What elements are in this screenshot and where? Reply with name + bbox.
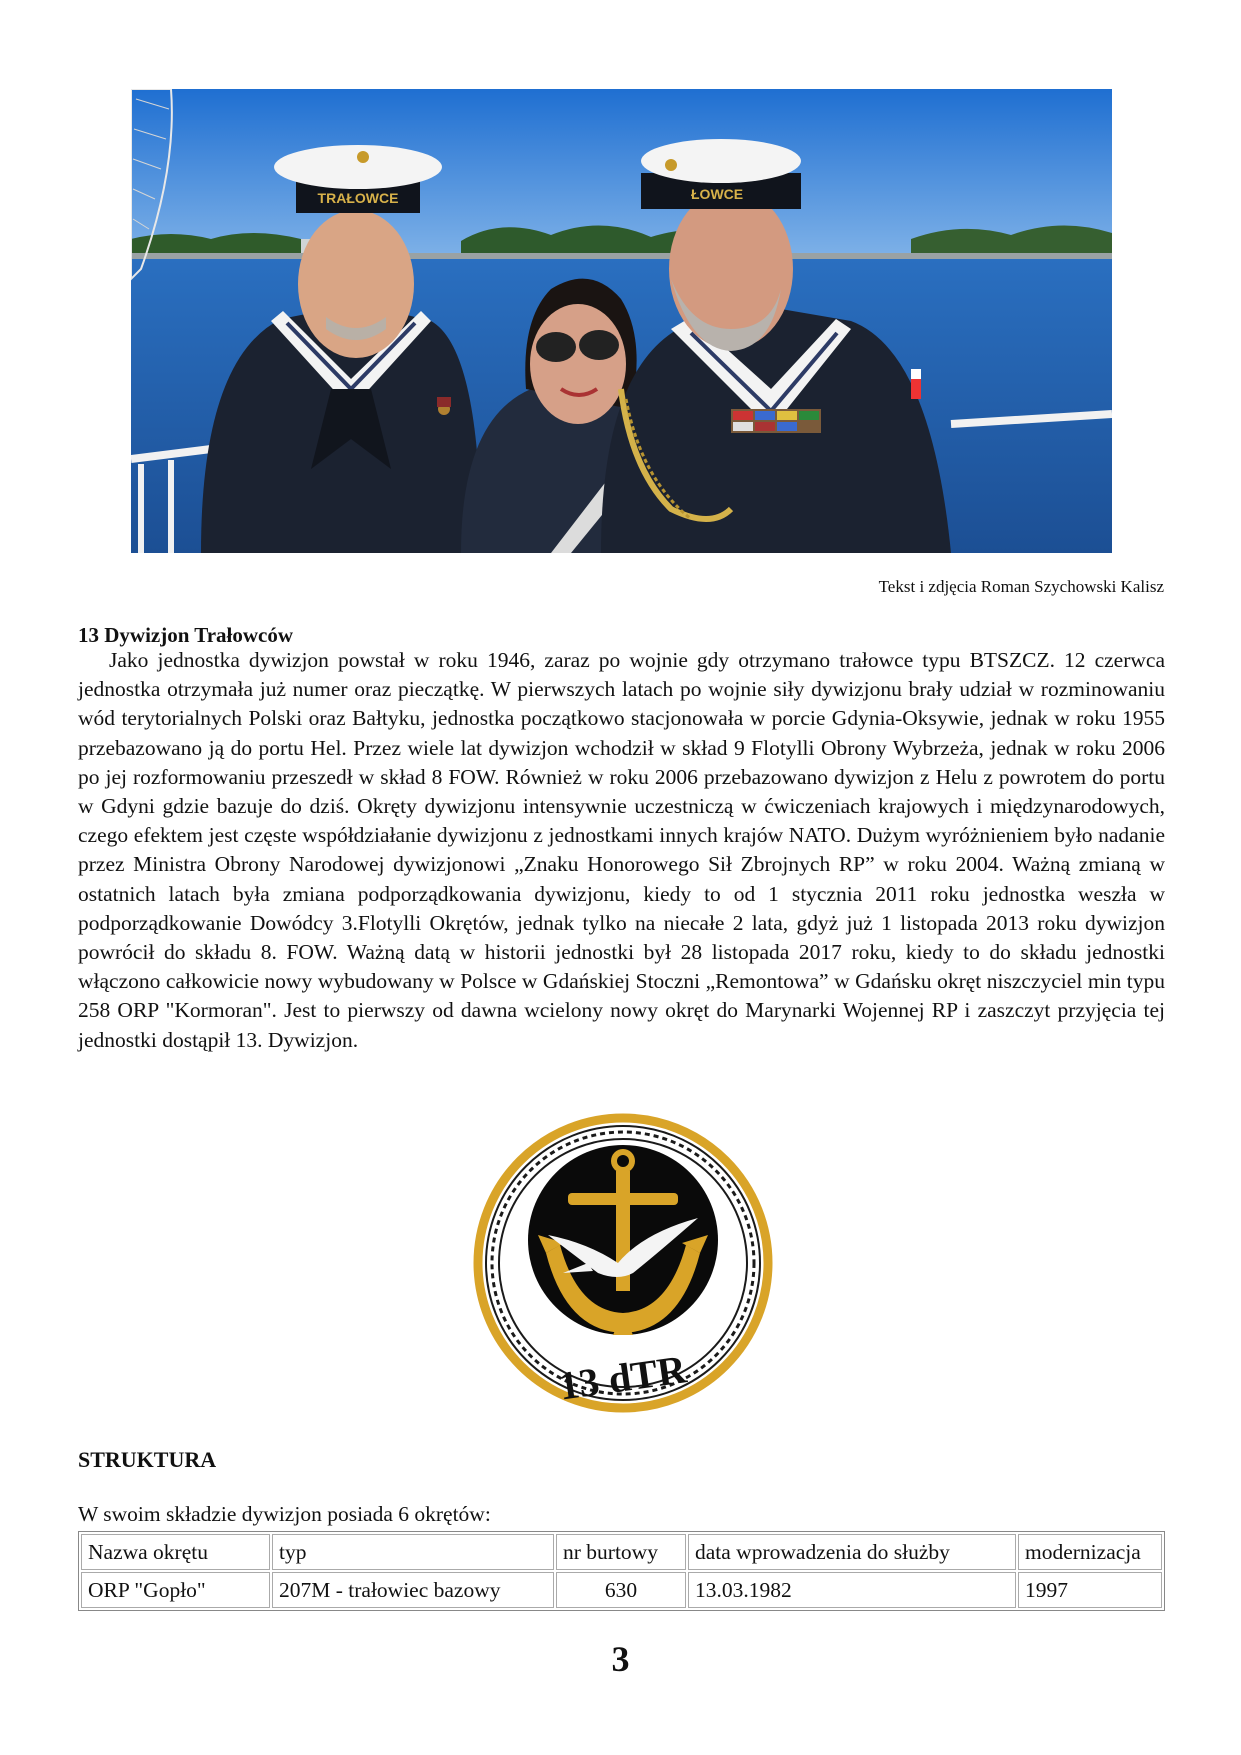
table-row [81,1572,1162,1608]
ships-table [78,1531,1165,1611]
page-number: 3 [611,1639,630,1679]
cell-hull-number: 630 [556,1572,686,1608]
photo-illustration [131,89,1112,553]
body-paragraph: Jako jednostka dywizjon powstał w roku 1946, zaraz po wojnie gdy otrzymano trałowce typu BTSZCZ. 12 czerwca jednostka otrzymała już numer oraz pieczątkę. W pierwszych latach po wojnie siły dywizjonu brały udział w rozminowaniu wód terytorialnych Polski oraz Bałtyku, jednostka początkowo stacjonowała w porcie Gdynia-Oksywie, jednak w roku 1955 przebazowano ją do portu Hel. Przez wiele lat dywizjon wchodził w skład 9 Flotylli Obrony Wybrzeża, jednak w roku 2006 po jej rozformowaniu przeszedł w skład 8 FOW. Również w roku 2006 przebazowano dywizjon z Helu z powrotem do portu w Gdyni gdzie bazuje do dziś. Okręty dywizjonu intensywnie uczestniczą w ćwiczeniach krajowych i międzynarodowych, czego efektem jest częste współdziałanie dywizjonu z jednostkami innych krajów NATO. Dużym wyróżnieniem było nadanie przez Ministra Obrony Narodowej dywizjonowi „Znaku Honorowego Sił Zbrojnych RP” w roku 2004. Ważną zmianą w ostatnich latach była zmiana podporządkowania dywizjonu, kiedy to od 1 stycznia 2011 roku jednostka weszła w podporządkowanie Dowódcy 3.Flotylli Okrętów, jednak tylko na niecałe 2 lata, gdyż już 1 listopada 2013 roku dywizjon powrócił do składu 8. FOW. Ważną datą w historii jednostki był 28 listopada 2017 roku, kiedy to do składu jednostki włączono całkowicie nowy wybudowany w Polsce w Gdańskiej Stoczni „Remontowa” w Gdańsku okręt niszczyciel min typu 258 ORP "Kormoran". Jest to pierwszy od dawna wcielony nowy okręt do Marynarki Wojennej RP i zaszczyt przyjęcia tej jednostki dostąpił 13. Dywizjon. [78,648,1165,1052]
header-modernization: modernizacja [1018,1534,1162,1570]
cell-commission-date: 13.03.1982 [688,1572,1016,1608]
unit-emblem [468,1113,779,1429]
emblem-label: 13 dTR [556,1346,689,1409]
header-hull-number: nr burtowy [556,1534,686,1570]
structura-heading: STRUKTURA [78,1447,217,1472]
header-type: typ [272,1534,554,1570]
sailors-photo [131,89,1112,553]
cap-ribbon-right: ŁOWCE [691,186,744,202]
header-commission-date: data wprowadzenia do służby [688,1534,1016,1570]
cell-modernization: 1997 [1018,1572,1162,1608]
table-header-row [81,1534,1162,1570]
cell-type: 207M - trałowiec bazowy [272,1572,554,1608]
cap-ribbon-left: TRAŁOWCE [317,190,399,206]
section-heading: 13 Dywizjon Trałowców [78,623,294,647]
table-intro: W swoim składzie dywizjon posiada 6 okrętów: [78,1502,491,1526]
photo-caption: Tekst i zdjęcia Roman Szychowski Kalisz [878,577,1164,596]
header-name: Nazwa okrętu [81,1534,270,1570]
cell-name: ORP "Gopło" [81,1572,270,1608]
